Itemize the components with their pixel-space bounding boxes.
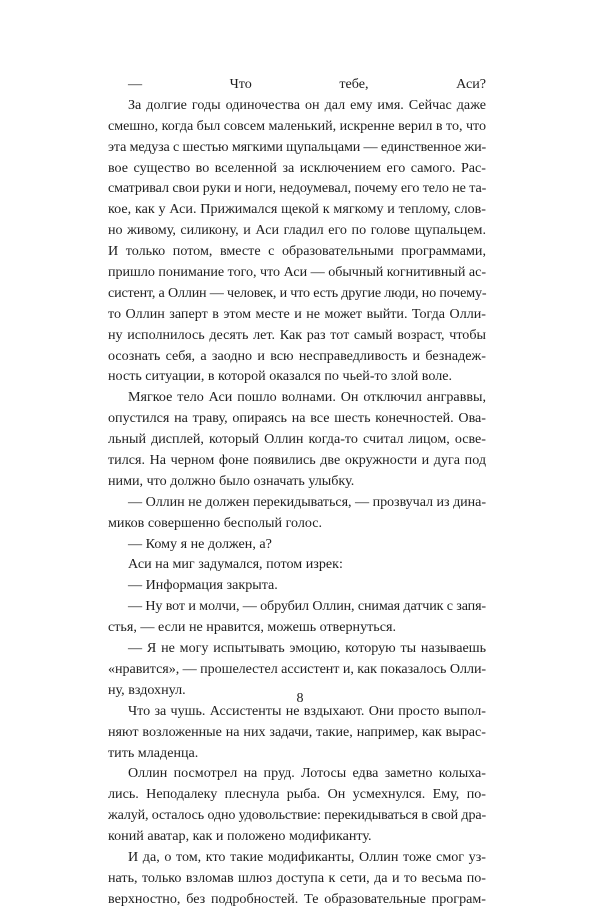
text-line: миков совершенно бесполый голос. — [108, 514, 323, 531]
text-line: смешно, когда был совсем маленький, искренне верил в то, что — [108, 117, 486, 134]
text-line: нать, только взломав шлюз доступа к сети, да и то весьма по- — [108, 869, 486, 886]
text-line: но живому, силикону, и Аси гладил его по голове щупальцем. — [108, 222, 486, 239]
text-line: вое существо во вселенной за исключением его самого. Рас- — [108, 159, 486, 176]
text-line: ность ситуации, в которой оказался по чьей-то злой воле. — [108, 368, 453, 385]
page-number: 8 — [296, 691, 304, 706]
text-line: кое, как у Аси. Прижимался щекой к мягкому и теплому, слов- — [108, 201, 486, 218]
text-line: систент, а Оллин — человек, и что есть другие люди, но почему- — [108, 284, 487, 301]
text-line: ну исполнилось десять лет. Как раз тот самый возраст, чтобы — [108, 326, 486, 343]
text-line: — Информация закрыта. — [128, 577, 278, 594]
text-line: — Ну вот и молчи, — обрубил Оллин, снимая датчик с запя- — [128, 598, 487, 615]
text-line: Оллин посмотрел на пруд. Лотосы едва заметно колыха- — [128, 765, 486, 782]
text-line: тился. На черном фоне появились две окружности и дуга под — [108, 452, 486, 469]
text-line: стья, — если не нравится, можешь отвернуться. — [108, 619, 396, 636]
text-line: опустился на траву, опираясь на все шесть конечностей. Ова- — [108, 410, 486, 427]
text-line: — Что тебе, Аси? — [128, 76, 486, 92]
text-line: сматривал свои руки и ноги, недоумевал, почему его тело не та- — [108, 180, 487, 197]
text-line: И да, о том, кто такие модификанты, Оллин тоже смог уз- — [128, 848, 486, 865]
text-line: «нравится», — прошелестел ассистент и, как показалось Олли- — [108, 660, 487, 677]
text-line: — Оллин не должен перекидываться, — прозвучал из дина- — [128, 493, 486, 510]
text-line: то Оллин заперт в этом месте и не может выйти. Тогда Олли- — [108, 305, 486, 322]
text-line: ну, вздохнул. — [108, 681, 186, 698]
text-line: тить младенца. — [108, 744, 199, 761]
body-text — [108, 74, 486, 910]
text-line: верхностно, без подробностей. Те образовательные програм- — [108, 890, 486, 907]
text-line: эта медуза с шестью мягкими щупальцами — единственное жи- — [108, 138, 486, 155]
text-line: ними, что должно было означать улыбку. — [108, 472, 355, 489]
text-line: льный дисплей, который Оллин когда-то считал лицом, осве- — [108, 431, 486, 448]
text-line: За долгие годы одиночества он дал ему имя. Сейчас даже — [128, 96, 486, 113]
text-line: — Кому я не должен, а? — [128, 535, 272, 552]
text-line: — Я не могу испытывать эмоцию, которую ты называешь — [128, 640, 486, 657]
text-line: няют возложенные на них задачи, такие, например, как вырас- — [108, 723, 486, 740]
text-line: коний аватар, как и положено модификанту. — [108, 828, 372, 845]
text-line: пришло понимание того, что Аси — обычный когнитивный ас- — [108, 264, 486, 281]
text-line: Мягкое тело Аси пошло волнами. Он отключил анграввы, — [128, 389, 486, 406]
text-line: И только потом, вместе с образовательными программами, — [108, 243, 486, 260]
text-line: Что за чушь. Ассистенты не вздыхают. Они просто выпол- — [128, 702, 486, 719]
text-line: жалуй, осталось одно удовольствие: перекидываться в свой дра- — [108, 807, 486, 824]
text-line: Аси на миг задумался, потом изрек: — [128, 556, 343, 573]
text-line: осознать себя, а заодно и всю несправедливость и безнадеж- — [108, 347, 486, 364]
text-line: лись. Неподалеку плеснула рыба. Он усмехнулся. Ему, по- — [108, 786, 486, 803]
